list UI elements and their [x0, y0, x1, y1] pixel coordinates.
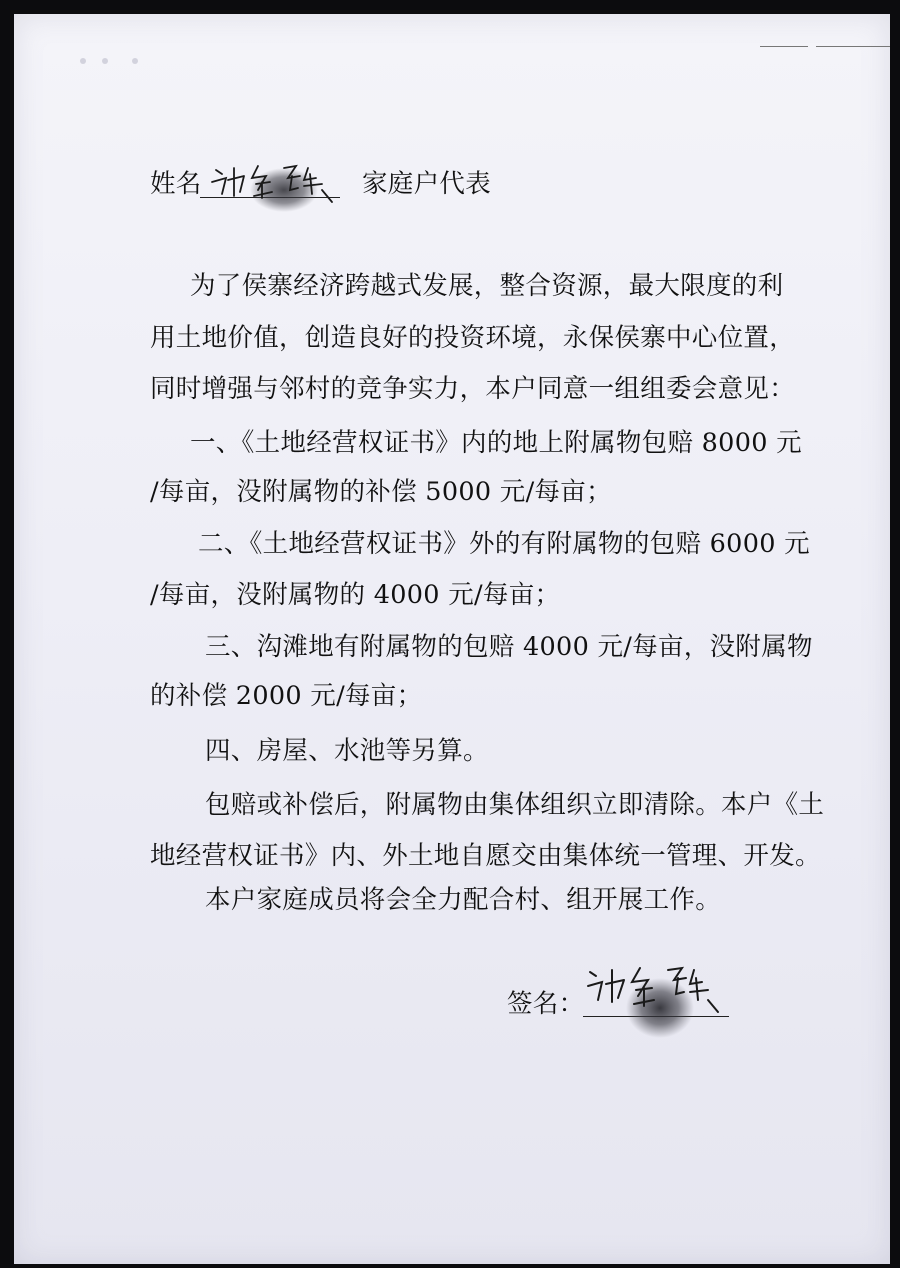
after-line-1: 包赔或补偿后，附属物由集体组织立即清除。本户《土: [205, 790, 825, 820]
item-1-line-1: 一、《土地经营权证书》内的地上附属物包赔 8000 元: [190, 428, 802, 458]
item-2-line-2: /每亩，没附属物的 4000 元/每亩；: [150, 580, 561, 610]
item-4-line-1: 四、房屋、水池等另算。: [205, 736, 489, 766]
name-label: 姓名: [150, 169, 202, 199]
item-3-line-1: 三、沟滩地有附属物的包赔 4000 元/每亩，没附属物: [205, 632, 813, 662]
intro-line-3: 同时增强与邻村的竞争实力，本户同意一组组委会意见：: [150, 374, 796, 404]
paper-scuff-marks: [80, 54, 150, 68]
cooperation-line: 本户家庭成员将会全力配合村、组开展工作。: [205, 885, 722, 915]
fingerprint-mark: [626, 978, 694, 1038]
fingerprint-mark: [250, 168, 318, 212]
intro-line-2: 用土地价值，创造良好的投资环境，永保侯寨中心位置，: [150, 323, 796, 353]
family-representative-label: 家庭户代表: [362, 169, 492, 199]
handwritten-name-signature: [200, 160, 350, 214]
intro-line-1: 为了侯寨经济跨越式发展，整合资源，最大限度的利: [190, 271, 784, 301]
item-1-line-2: /每亩，没附属物的补偿 5000 元/每亩；: [150, 477, 612, 507]
handwritten-signature: [584, 962, 734, 1042]
signature-label: 签名：: [507, 989, 585, 1019]
item-2-line-1: 二、《土地经营权证书》外的有附属物的包赔 6000 元: [198, 529, 810, 559]
page-edge-marks: [760, 46, 890, 65]
after-line-2: 地经营权证书》内、外土地自愿交由集体统一管理、开发。: [150, 841, 821, 871]
item-3-line-2: 的补偿 2000 元/每亩；: [150, 681, 423, 711]
